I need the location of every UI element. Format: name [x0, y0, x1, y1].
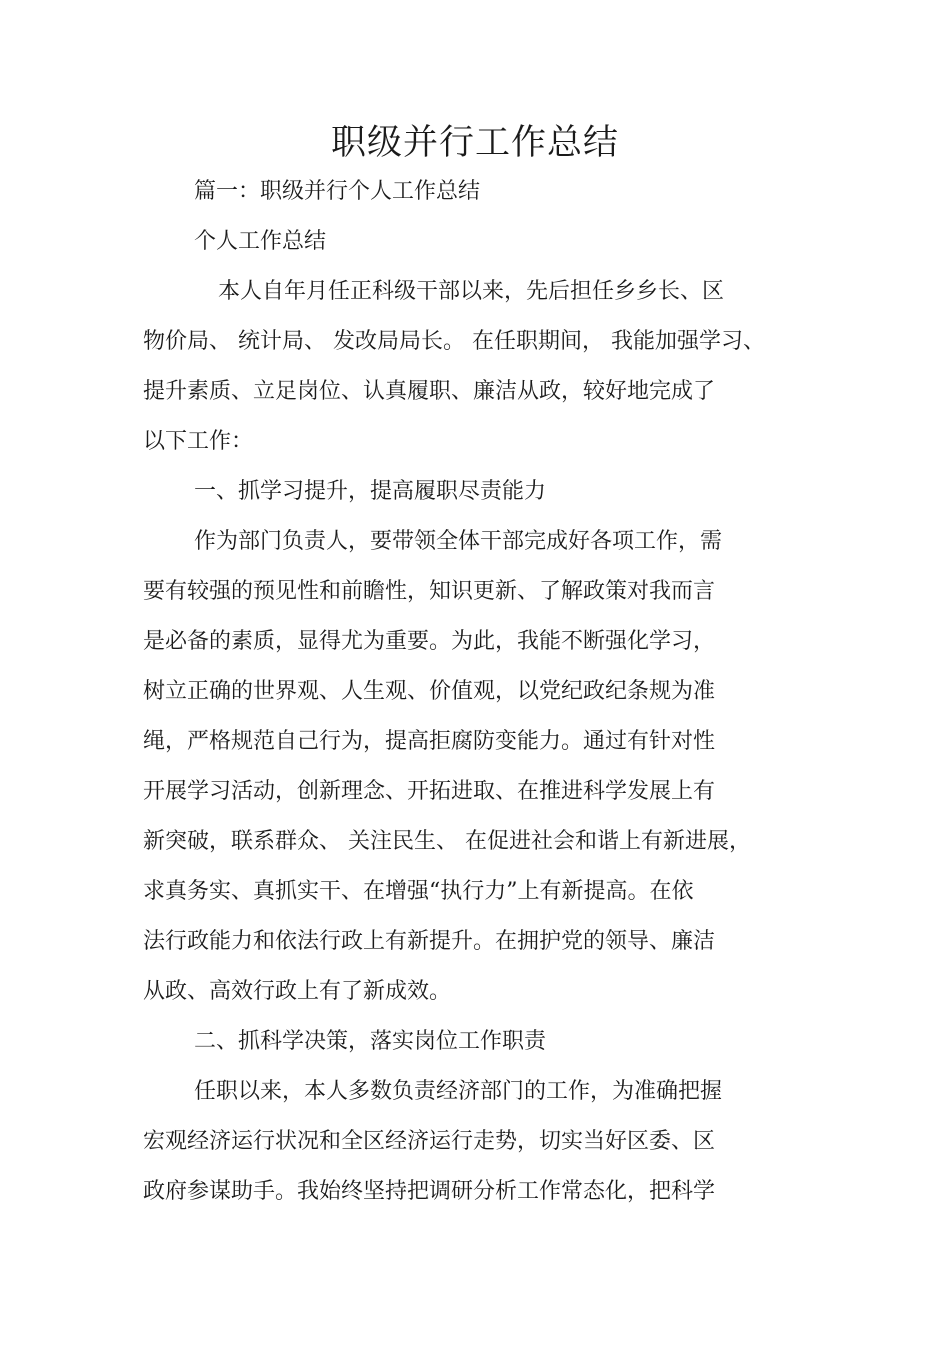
paragraph-line: 任职以来，本人多数负责经济部门的工作，为准确把握 [194, 1079, 723, 1104]
paragraph-line: 法行政能力和依法行政上有新提升。在拥护党的领导、廉洁 [143, 929, 716, 954]
paragraph-line: 绳，严格规范自己行为，提高拒腐防变能力。通过有针对性 [143, 729, 716, 754]
paragraph-line: 要有较强的预见性和前瞻性，知识更新、了解政策对我而言 [143, 579, 716, 604]
paragraph-line: 树立正确的世界观、人生观、价值观，以党纪政纪条规为准 [143, 679, 716, 704]
paragraph-line: 求真务实、真抓实干、在增强“执行力”上有新提高。在依 [143, 879, 694, 904]
section-heading-part-one: 篇一：职级并行个人工作总结 [194, 179, 481, 204]
document-title: 职级并行工作总结 [330, 123, 619, 163]
paragraph-line: 从政、高效行政上有了新成效。 [143, 979, 452, 1004]
paragraph-line: 是必备的素质，显得尤为重要。为此，我能不断强化学习， [143, 629, 716, 654]
subtitle-personal-summary: 个人工作总结 [194, 229, 327, 254]
paragraph-line: 以下工作： [143, 429, 254, 454]
paragraph-line: 作为部门负责人，要带领全体干部完成好各项工作，需 [194, 529, 723, 554]
section-heading-two: 二、抓科学决策，落实岗位工作职责 [194, 1029, 547, 1054]
paragraph-line: 物价局、 统计局、 发改局局长。 在任职期间， 我能加强学习、 [143, 329, 765, 354]
paragraph-line: 政府参谋助手。我始终坚持把调研分析工作常态化，把科学 [143, 1179, 716, 1204]
paragraph-line: 新突破，联系群众、 关注民生、 在促进社会和谐上有新进展， [143, 829, 751, 854]
section-heading-one: 一、抓学习提升，提高履职尽责能力 [194, 479, 547, 504]
paragraph-line: 开展学习活动，创新理念、开拓进取、在推进科学发展上有 [143, 779, 716, 804]
paragraph-line: 提升素质、立足岗位、认真履职、廉洁从政，较好地完成了 [143, 379, 716, 404]
paragraph-line: 本人自年月任正科级干部以来，先后担任乡乡长、区 [218, 279, 725, 304]
paragraph-line: 宏观经济运行状况和全区经济运行走势，切实当好区委、区 [143, 1129, 716, 1154]
